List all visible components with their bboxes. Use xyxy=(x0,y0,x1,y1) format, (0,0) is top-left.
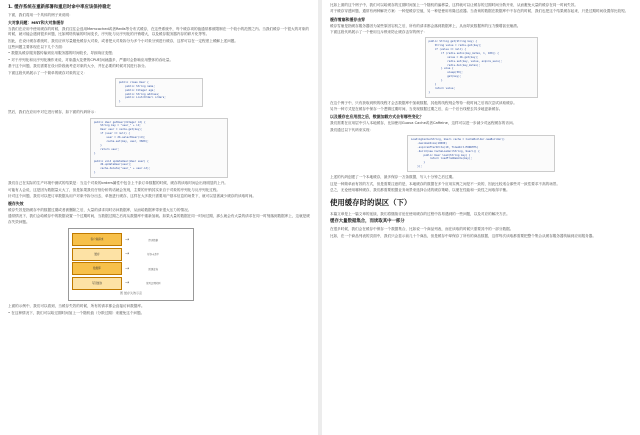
paragraph: 这些问题主要体现在以下几个方面： xyxy=(8,45,66,50)
paragraph: 然后，我们在应用中对它进行缓存，如下面的代码所示： xyxy=(8,110,98,115)
paragraph: 本篇文章是上一篇文章的延续，我们将继续讨论在使用缓存的过程中容易遇到的一些问题，以及对应的解决方法。 xyxy=(330,212,510,217)
code-block: public String get(String key) { String value = redis.get(key); if (value == null) { if (redis.setnx(key_mutex, 1, 180)) { value = db.get(key); redis.set(key, value, expire_secs); redis.del(key_mutex); } else { sleep(50); get(key); } } return value; } xyxy=(425,37,538,98)
paragraph: 在很多时候，我们会在缓存中保存一个数据集合，比如说一个商品列表，而在读取的时候只需要其中的一部分数据。 xyxy=(330,227,514,232)
arrow-right-icon: → xyxy=(125,265,130,272)
paragraph: 比如，在一个商品列表的页面中，我们只会显示前几十个商品，但是缓存中却保存了所有的商品数据，这样每次读取都需要把整个集合从缓存服务器传输到应用服务器。 xyxy=(330,233,596,238)
subsection-heading: 缓存雪崩和缓存击穿 xyxy=(330,16,366,22)
diagram-label: 缓存未命中 xyxy=(147,253,160,257)
paragraph: 在这个例子中，只有获取到锁的线程才会去数据库中加载数据，其他的线程则会等待一段时间之后再次尝试读取缓存。 xyxy=(330,100,517,105)
subsection-heading: 大对象问题：MRT和大对象缓存 xyxy=(8,20,65,26)
arrow-right-icon: → xyxy=(125,280,130,287)
diagram-row xyxy=(72,262,190,275)
diagram-label: 请求数据 xyxy=(148,238,158,242)
bullet-item: • 在这种情况下，我们可以给过期时间加上一个随机值（分散过期）来避免这个问题。 xyxy=(8,311,310,316)
paragraph: 下面，我们将用一个具体的例子来说明： xyxy=(8,13,73,17)
paragraph: 比如上面的这个例子中，我们可以给缓存的过期时间加上一个随机的偏移量，这样就可以让缓存的过期时间分散开来，从而避免大量的缓存在同一时间失效。 xyxy=(330,3,578,7)
diagram-box: 写回缓存 xyxy=(72,277,122,290)
arrow-right-icon: → xyxy=(125,251,130,258)
bullet-item: • 对于序列化和反序列化操作来说，对象越大花费的CPU时间就越多，严重时会影响应用整体的吞吐量。 xyxy=(8,58,310,63)
paragraph: 我们通过以下代码来实现： xyxy=(330,127,374,132)
paragraph: 缓存失效是指缓存中的数据过期或者被删除之后，大量的请求同时访问数据库，从而给数据库带来很大压力的情况。 xyxy=(8,208,192,213)
paragraph: 下面这段代码展示了一个使用互斥锁来防止缓存击穿的例子： xyxy=(330,29,428,34)
paragraph: 另外一种方式是在缓存中保存一个逻辑过期时间，当发现数据过期之后，由一个后台线程去异步地更新缓存。 xyxy=(330,107,503,112)
paragraph: 针对这个问题，我们可以把订单数据从用户对象中拆分出去，单独进行缓存，这样在大多数只需要用户基本信息的场景下，就可以显著减少缓存的读取时间。 xyxy=(8,193,256,198)
diagram-box: 数据库 xyxy=(72,262,122,275)
section-heading: 1. 缓存系统在重新部署和重启时命中率应该保持稳定 xyxy=(8,5,111,10)
diagram-row xyxy=(72,248,190,261)
diagram-box: 缓存 xyxy=(72,248,122,261)
subsection-heading: 以及缓存在应用层之后，数据加载方式会有哪些变化？ xyxy=(330,114,424,120)
bullet-item: • 数据从缓存服务器传输到应用服务器的时间较长，导致响应变慢； xyxy=(8,51,310,56)
paragraph: 当我们在应用中使用缓存的时候，我们往往会选用Memcached或者Redis等分布式缓存，在这些系统中，每个缓存项的值通常都被限制在一个较小的范围之内。当我们缓存一个很大的对象的时候，就可能会遇到很多问题，比如网络传输的时间变长，序列化与反序列化的开销增大，以及缓存服务器内存的碎片化等等。 xyxy=(8,27,309,37)
paragraph: 我们自己在实际的生产环境中测试的结果是：当这个对象的orders属性中包含上千条订单数据的时候，缓存的读取时间会出现明显的上升。 xyxy=(8,181,228,186)
diagram-label: 回源查询 xyxy=(148,267,158,271)
paragraph: 通常情况下，我们会给缓存中的数据设置一个过期时间，当数据过期之后再从数据库中重新加载。如果大量的数据在同一时间过期，那么就会有大量的请求在同一时刻落到数据库上，这就是缓存失效问题。 xyxy=(8,214,310,224)
paragraph: 我们需要在应用层中引入本地缓存，比如使用Guava Cache或者Caffeine，这样可以进一步减少对远程缓存的访问。 xyxy=(330,121,517,126)
paragraph: 因此，在设计缓存系统时，我们应该尽量避免缓存大对象，或者把大对象拆分为多个小对象分别进行缓存，这样可以在一定程度上缓解上述问题。 xyxy=(8,38,238,43)
paragraph: 缓存雪崩是指缓存服务器因为某些原因宕机之后，所有的请求都会落到数据库上，从而导致数据库的压力骤增甚至崩溃。 xyxy=(330,23,521,28)
diagram-caption: 图 缓存失效示意 xyxy=(120,291,142,296)
diagram-row xyxy=(72,233,190,246)
paragraph: 基于这个问题，我们需要在设计阶段就考虑对象的大小，并在必要的时候对其进行拆分。 xyxy=(8,64,149,69)
code-block: public class User { public String name; public Integer age; public String address; public List<Order> orders; } xyxy=(115,78,203,107)
right-page xyxy=(322,0,640,435)
paragraph: 这是一种简单而有效的方式，但是需要注意的是，本地缓存的数据在多个应用实例之间是不一致的，因此比较适合那些对一致性要求不高的场景。 xyxy=(330,181,560,186)
paragraph: 对于缓存穿透问题，通常有两种解决方案：一种是缓存空值，另一种是使用布隆过滤器。当查询的数据在数据库中不存在的时候，我们也把这个结果缓存起来，只是过期时间设置得比较短。 xyxy=(330,9,629,14)
section-heading: 缓存大量数据集合，而读取其中一部分 xyxy=(330,219,405,225)
code-block: LoadingCache<String, User> cache = CacheBuilder.newBuilder() .maximumSize(10000) .expireAfterWrite(10, TimeUnit.MINUTES) .build(new CacheLoader<String, User>() { public User load(String key) { return loadFromRemote(key); } }); xyxy=(407,135,555,172)
arrow-right-icon: → xyxy=(125,236,130,243)
subsection-heading: 缓存失效 xyxy=(8,201,24,207)
left-page xyxy=(0,0,318,435)
paragraph: 可能有人会说，这是因为数据量太大了，但是如果我们仔细分析的话就会发现，主要的开销其实来自于对象的序列化与反序列化过程。 xyxy=(8,187,221,192)
diagram-row xyxy=(72,277,190,290)
paragraph: 总之，无论使用哪种缓存，我们都需要根据业务场景来选择合适的缓存策略，以便在性能和一致性之间取得平衡。 xyxy=(330,187,510,192)
paragraph: 上述的代码创建了一个本地缓存，最多保存一万条数据，写入十分钟之后过期。 xyxy=(330,175,456,180)
diagram-box: 客户端请求 xyxy=(72,233,122,246)
article-title: 使用缓存时的误区（下） xyxy=(330,198,412,208)
paragraph: 下面这段代码展示了一个简单的缓存对象的定义： xyxy=(8,70,88,75)
code-block: public User getUser(Integer id) { String key = "user_" + id; User user = cache.get(key); if (user == null) { user = db.selectUser(id); cache.set(key, user, 3600); } return user; } public void updateUser(User user) { db.updateUser(user); cache.delete("user_" + user.id); } xyxy=(90,118,228,179)
cache-diagram xyxy=(68,228,194,302)
paragraph: 上面的示例中，我们可以看到，当缓存失效的时候，所有的请求都会直接访问数据库。 xyxy=(8,304,145,309)
diagram-label: 设置过期时间 xyxy=(146,282,161,286)
